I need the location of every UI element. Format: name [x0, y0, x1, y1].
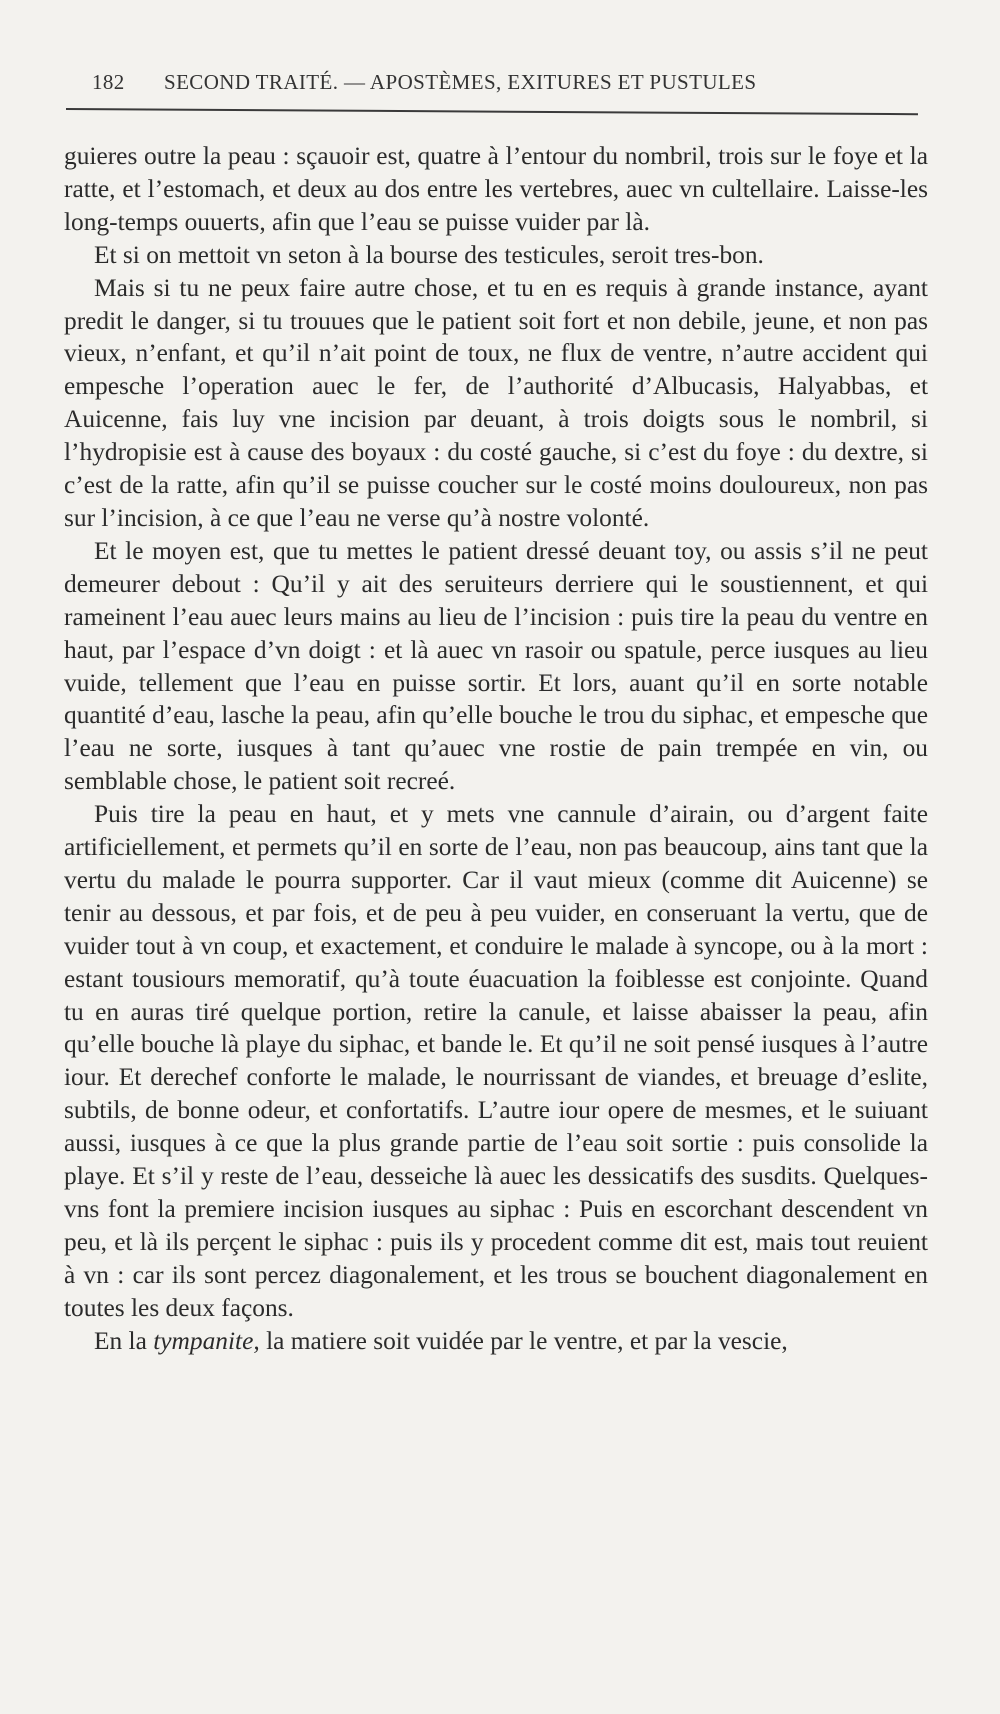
header-rule: [66, 108, 918, 115]
running-header: [92, 70, 832, 95]
paragraph-tympanite: [64, 1325, 928, 1358]
paragraph-seton: Et si on mettoit vn seton à la bourse des testicules, seroit tres-bon.: [94, 240, 764, 269]
paragraph-incision: Mais si tu ne peux faire autre chose, et tu en es requis à grande instance, ayant predit le danger, si tu trouues que le patient soit fort et non debile, jeune, et non pas vieux, n’enfant, et qu’il n’ait point de toux, ne flux de ventre, n’autre accident qui empesche l’operation auec le fer, de l’authorité d’Albucasis, Halyabbas, et Auicenne, fais luy vne incision par deuant, à trois doigts sous le nombril, si l’hydropisie est à cause des boyaux : du costé gauche, si c’est du foye : du dextre, si c’est de la ratte, afin qu’il se puisse coucher sur le costé moins douloureux, non pas sur l’incision, à ce que l’eau ne verse qu’à nostre volonté.: [64, 273, 928, 532]
tympanite-term: tympanite,: [153, 1326, 260, 1355]
running-title: SECOND TRAITÉ. — APOSTÈMES, EXITURES ET PUSTULES: [164, 70, 757, 94]
paragraph-continuation: guieres outre la peau : sçauoir est, quatre à l’entour du nombril, trois sur le foye et la ratte, et l’estomach, et deux au dos entre les vertebres, auec vn cultellaire. Laisse-les long-temps ouuerts, afin que l’eau se puisse vuider par là.: [64, 142, 928, 236]
tympanite-lead: En la: [94, 1326, 154, 1355]
paragraph-moyen: Et le moyen est, que tu mettes le patient dressé deuant toy, ou assis s’il ne peut demeurer debout : Qu’il y ait des seruiteurs derriere qui le soustiennent, et qui rameinent l’eau auec leurs mains au lieu de l’incision : puis tire la peau du ventre en haut, par l’espace d’vn doigt : et là auec vn rasoir ou spatule, perce iusques au lieu vuide, tellement que l’eau en puisse sortir. Et lors, auant qu’il en sorte notable quantité d’eau, lasche la peau, afin qu’elle bouche le trou du siphac, et empesche que l’eau ne sorte, iusques à tant qu’auec vne rostie de pain trempée en vin, ou semblable chose, le patient soit recreé.: [64, 536, 928, 796]
tympanite-rest: la matiere soit vuidée par le ventre, et par la vescie,: [259, 1326, 788, 1355]
page-number: 182: [92, 70, 125, 94]
paragraph-cannule: Puis tire la peau en haut, et y mets vne cannule d’airain, ou d’argent faite artificiellement, et permets qu’il en sorte de l’eau, non pas beaucoup, ains tant que la vertu du malade le pourra supporter. Car il vaut mieux (comme dit Auicenne) se tenir au dessous, et par fois, et de peu à peu vuider, en conseruant la vertu, que de vuider tout à vn coup, et exactement, et conduire le malade à syncope, ou à la mort : estant tousiours memoratif, qu’à toute éuacuation la foiblesse est conjointe. Quand tu en auras tiré quelque portion, retire la canule, et laisse abaisser la peau, afin qu’elle bouche là playe du siphac, et bande le. Et qu’il ne soit pensé iusques à l’autre iour. Et derechef conforte le malade, le nourrissant de viandes, et breuage d’eslite, subtils, de bonne odeur, et confortatifs. L’autre iour opere de mesmes, et le suiuant aussi, iusques à ce que la plus grande partie de l’eau soit sortie : puis consolide la playe. Et s’il y reste de l’eau, desseiche là auec les dessicatifs des susdits. Quelques-vns font la premiere incision iusques au siphac : Puis en escorchant descendent vn peu, et là ils perçent le siphac : puis ils y procedent comme dit est, mais tout reuient à vn : car ils sont percez diagonalement, et les trous se bouchent diagonalement en toutes les deux façons.: [64, 800, 928, 1322]
body-text: [64, 140, 928, 1358]
